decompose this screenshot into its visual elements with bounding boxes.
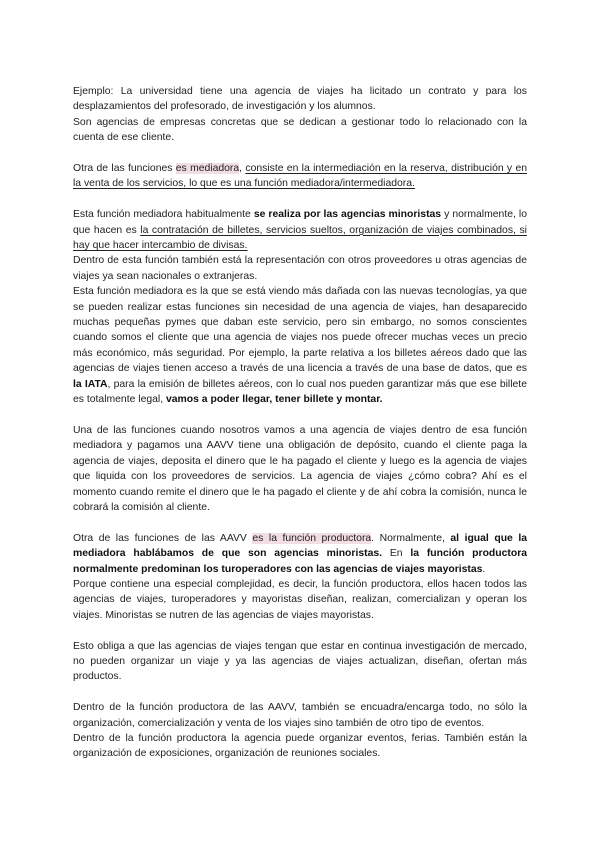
paragraph-mediadora: Otra de las funciones es mediadora, consiste en la intermediación en la reserva, distribución y en la venta de los servicios, lo que es una función mediadora/intermediadora. [73,163,527,190]
paragraph-eventos: Dentro de la función productora la agencia puede organizar eventos, ferias. También están la organización de exposiciones, organización de reuniones sociales. [73,732,527,760]
paragraph-tecnologias: Esta función mediadora es la que se está viendo más dañada con las nuevas tecnologías, ya que se pueden realizar estas funciones sin necesidad de una agencia de viajes, han desaparecido muchas pequeñas pymes que daban este servicio, pero sin embargo, no somos conscientes cuando somos el cliente que una agencia de viajes nos puede ofrecer muchas veces un precio más económico, más seguridad. Por ejemplo, la parte relativa a los billetes aéreos dado que las agencias de viajes tienen acceso a través de una licencia a través de una base de datos, que es la IATA, para la emisión de billetes aéreos, con lo cual nos pueden garantizar más que ese billete es totalmente legal, vamos a poder llegar, tener billete y montar. [73,286,527,406]
bold-iata: la IATA [73,378,108,390]
underlined-contratacion: la contratación de billetes, servicios sueltos, organización de viajes combinados, si hay que hacer intercambio de divisas. [73,224,527,252]
highlight-productora: es la función productora [252,532,372,544]
spacer [73,685,527,700]
paragraph-representacion: Dentro de esta función también está la representación con otros proveedores u otras agencias de viajes ya sean nacionales o extranjeras. [73,255,527,282]
highlight-mediadora: es mediadora [175,163,240,175]
bold-minoristas: se realiza por las agencias minoristas [253,209,442,221]
spacer [73,192,527,207]
paragraph-deposito: Una de las funciones cuando nosotros vamos a una agencia de viajes dentro de esa función mediadora y pagamos una AAVV tiene una obligación de depósito, cuando el cliente paga la agencia de viajes, deposita el dinero que le ha pagado el cliente y luego es la agencia de viajes que liquida con los proveedores de servicios. La agencia de viajes ¿cómo cobra? Ahí es el momento cuando remite el dinero que le ha pagado el cliente y de ahí cobra la comisión, nunca le cobrará la comisión al cliente. [73,424,527,513]
bold-turoperadores: la función productora normalmente predominan los turoperadores con las agencias de viajes mayoristas [73,548,528,575]
spacer [73,515,527,530]
spacer [73,408,527,423]
paragraph-encuadra: Dentro de la función productora de las AAVV, también se encuadra/encarga todo, no sólo la organización, comercialización y venta de los viajes sino también de otro tipo de eventos. [73,702,527,729]
document-page [73,84,527,762]
paragraph-example: Ejemplo: La universidad tiene una agencia de viajes ha licitado un contrato y para los desplazamientos del profesorado, de investigación y los alumnos. [73,86,527,113]
paragraph-investigacion: Esto obliga a que las agencias de viajes tengan que estar en continua investigación de mercado, no pueden organizar un viaje y ya las agencias de viajes actualizan, diseñan, ofertan más productos. [73,640,527,683]
paragraph-productora: Otra de las funciones de las AAVV es la función productora. Normalmente, al igual que la mediadora hablábamos de que son agencias minoristas. En la función productora normalmente predominan los turoperadores con las agencias de viajes mayoristas. [73,532,528,575]
underlined-definition: consiste en la intermediación en la reserva, distribución y en la venta de los servicios, lo que es una función mediadora/intermediadora. [73,163,527,190]
bold-mediadora-minoristas: al igual que la mediadora hablábamos de que son agencias minoristas. [73,532,528,560]
paragraph-complejidad: Porque contiene una especial complejidad, es decir, la función productora, ellos hacen todos las agencias de viajes, turoperadores y mayoristas diseñan, realizan, comercializan y operan los viajes. Minoristas se nutren de las agencias de viajes mayoristas. [73,578,527,621]
bold-llegar: vamos a poder llegar, tener billete y montar. [166,394,383,406]
paragraph-minoristas: Esta función mediadora habitualmente se realiza por las agencias minoristas y normalmente, lo que hacen es la contratación de billetes, servicios sueltos, organización de viajes combinados, si hay que hacer intercambio de divisas. [73,209,528,252]
spacer [73,623,527,638]
spacer [73,146,527,161]
paragraph-agencies: Son agencias de empresas concretas que se dedican a gestionar todo lo relacionado con la cuenta de ese cliente. [73,116,527,144]
